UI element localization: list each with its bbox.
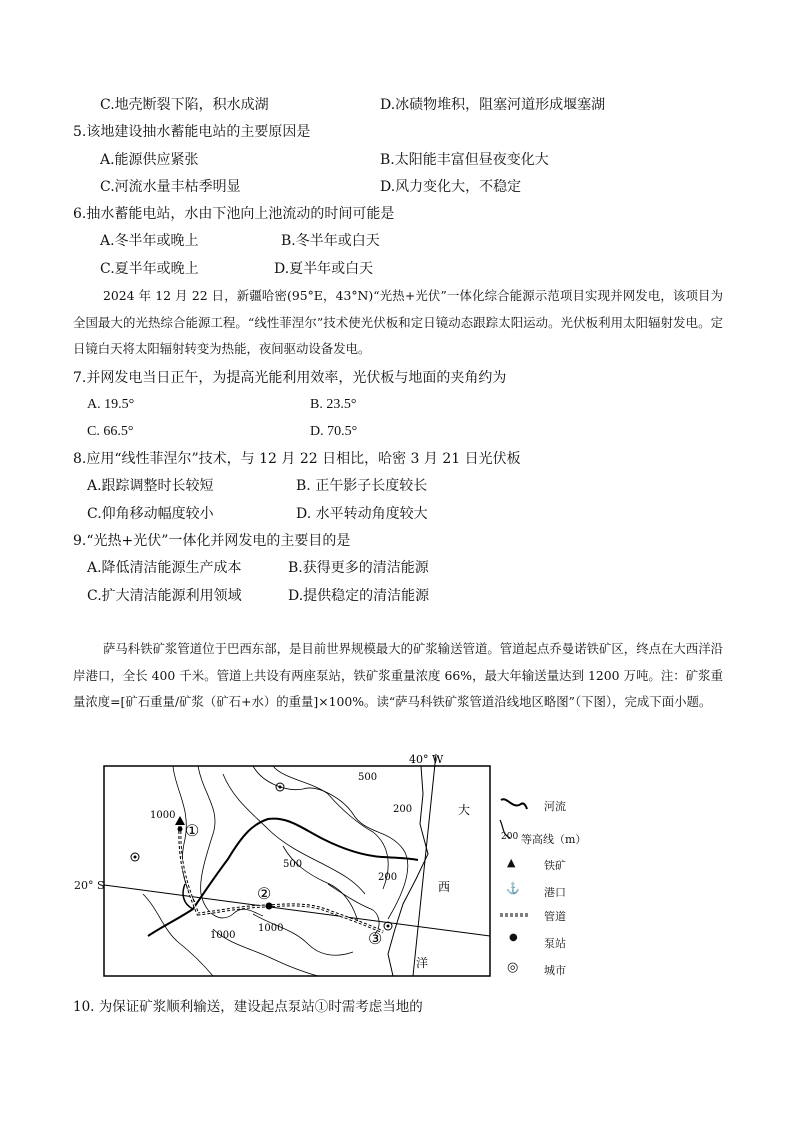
legend-city: 城市 [544,964,566,977]
anchor-icon: ⚓ [506,882,520,895]
q6-option-d: D.夏半年或白天 [274,261,374,277]
city-marker [131,853,139,861]
q9-option-b: B.获得更多的清洁能源 [288,560,429,576]
q8-option-a: A.跟踪调整时长较短 [87,478,214,494]
pipeline-map [103,754,493,978]
q7-option-c: C. 66.5° [87,424,134,439]
legend-pump: 泵站 [544,937,566,950]
q9-stem: 9.“光热+光伏”一体化并网发电的主要目的是 [73,533,351,549]
contour-label: 200 [393,804,413,815]
station-label-2: ② [257,884,272,903]
legend-port: 港口 [544,886,566,899]
pump-station-1 [178,827,183,832]
q5-option-a: A.能源供应紧张 [100,152,199,168]
ocean-char: 大 [458,803,471,817]
ocean-char: 西 [438,880,451,894]
q8-option-b: B. 正午影子长度较长 [296,478,428,494]
station-label-3: ③ [368,929,383,948]
contour-label: 1000 [150,810,176,821]
city-marker [276,783,284,791]
q5-option-c: C.河流水量丰枯季明显 [100,179,241,195]
ocean-char: 洋 [416,956,429,970]
passage-samarco-pipeline: 萨马科铁矿浆管道位于巴西东部，是目前世界规模最大的矿浆输送管道。管道起点乔曼诺铁矿区，终点在大西洋沿岸港口，全长 400 千米。管道上共设有两座泵站，铁矿浆重量浓度 66%，最大年输送量达到 1200 万吨。注：矿浆重量浓度=[矿石重量/矿浆（矿石+水）的重量]×100%。读“萨马科铁矿浆管道沿线地区略图”（下图），完成下面小题。 [73,641,723,709]
q10-stem: 10. 为保证矿浆顺利输送，建设起点泵站①时需考虑当地的 [73,999,423,1015]
q6-option-c: C.夏半年或晚上 [100,261,199,277]
longitude-label: 40° W [409,754,444,766]
q5-stem: 5.该地建设抽水蓄能电站的主要原因是 [73,124,311,140]
q6-option-b: B.冬半年或白天 [281,233,380,249]
q9-option-d: D.提供稳定的清洁能源 [288,588,430,604]
q6-option-a: A.冬半年或晚上 [100,233,199,249]
longitude-line [413,754,436,976]
q9-option-a: A.降低清洁能源生产成本 [87,560,242,576]
legend-contour: 等高线（m） [521,833,587,846]
q8-stem: 8.应用“线性菲涅尔”技术，与 12 月 22 日相比，哈密 3 月 21 日光伏板 [73,451,521,467]
q5-option-d: D.风力变化大，不稳定 [380,179,522,195]
contour-label: 200 [378,872,398,883]
contour-label: 1000 [258,923,284,934]
q7-option-a: A. 19.5° [87,397,135,412]
legend-contour-value: 200 [501,832,519,842]
q7-option-d: D. 70.5° [310,424,358,439]
station-label-1: ① [185,821,200,840]
q5-option-b: B.太阳能丰富但昼夜变化大 [380,152,549,168]
legend-river: 河流 [544,800,566,813]
q9-option-c: C.扩大清洁能源利用领域 [87,588,242,604]
pipeline-symbol [500,911,530,919]
map-legend [494,790,614,980]
q8-option-d: D. 水平转动角度较大 [296,506,428,522]
contour-label: 1000 [210,930,236,941]
q7-stem: 7.并网发电当日正午，为提高光能利用效率，光伏板与地面的夹角约为 [73,370,507,386]
legend-pipe: 管道 [544,910,566,923]
iron-mine-marker [175,816,185,825]
contour-label: 500 [358,772,378,783]
contour-label: 500 [283,859,303,870]
city-icon: ◎ [507,960,519,975]
city-marker [384,922,392,930]
passage-hami-solar: 2024 年 12 月 22 日，新疆哈密(95°E，43°N)“光热+光伏”一体化综合能源示范项目实现并网发电，该项目为全国最大的光热综合能源工程。“线性菲涅尔”技术使光伏板和定日镜动态跟踪太阳运动。光伏板利用太阳辐射发电。定日镜白天将太阳辐射转变为热能，夜间驱动设备发电。 [73,288,723,356]
q7-option-b: B. 23.5° [310,397,357,412]
pump-station-2 [266,903,273,910]
q4-option-d: D.冰碛物堆积，阻塞河道形成堰塞湖 [380,97,606,113]
q8-option-c: C.仰角移动幅度较小 [87,506,214,522]
latitude-label: 20° S [74,879,105,892]
q6-stem: 6.抽水蓄能电站，水由下池向上池流动的时间可能是 [73,206,395,222]
river-symbol [499,796,529,812]
pump-dot-icon: ● [509,932,518,943]
coastline [388,766,428,976]
map-frame [104,766,490,976]
legend-iron: 铁矿 [544,859,566,872]
iron-mine-icon: ▲ [507,856,516,869]
q4-option-c: C.地壳断裂下陷，积水成湖 [100,97,269,113]
